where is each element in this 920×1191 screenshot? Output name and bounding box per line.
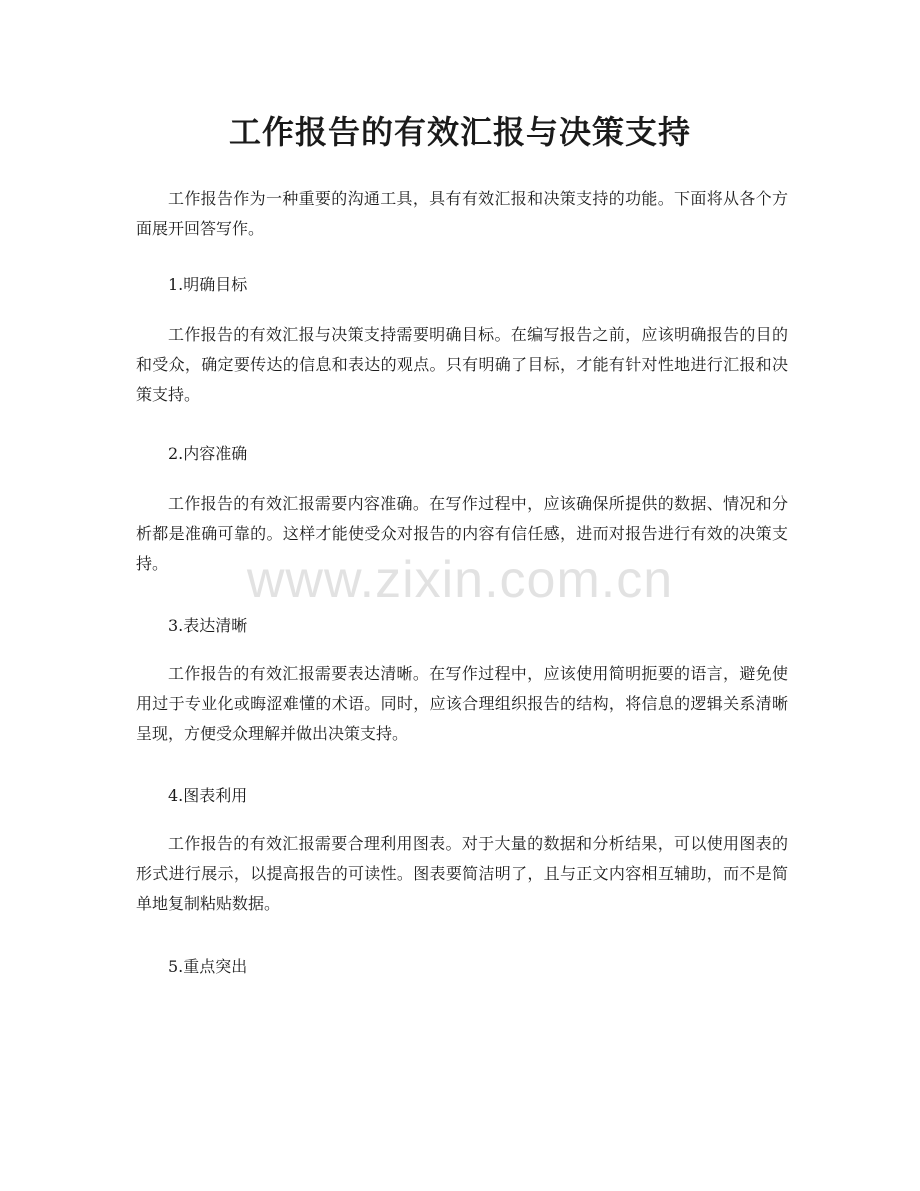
- section-body-4: 工作报告的有效汇报需要合理利用图表。对于大量的数据和分析结果，可以使用图表的形式进行展示，以提高报告的可读性。图表要简洁明了，且与正文内容相互辅助，而不是简单地复制粘贴数据。: [136, 834, 788, 913]
- page-title: 工作报告的有效汇报与决策支持: [228, 113, 691, 151]
- intro-paragraph: 工作报告作为一种重要的沟通工具，具有有效汇报和决策支持的功能。下面将从各个方面展开回答写作。: [136, 189, 788, 238]
- section-heading-2: 2.内容准确: [168, 444, 248, 463]
- watermark: www.zixin.com.cn: [246, 551, 674, 609]
- section-body-2: 工作报告的有效汇报需要内容准确。在写作过程中，应该确保所提供的数据、情况和分析都是准确可靠的。这样才能使受众对报告的内容有信任感，进而对报告进行有效的决策支持。: [136, 494, 788, 573]
- section-body-3: 工作报告的有效汇报需要表达清晰。在写作过程中，应该使用简明扼要的语言，避免使用过于专业化或晦涩难懂的术语。同时，应该合理组织报告的结构，将信息的逻辑关系清晰呈现，方便受众理解并做出决策支持。: [136, 664, 788, 743]
- section-heading-3: 3.表达清晰: [168, 616, 248, 635]
- section-heading-4: 4.图表利用: [168, 786, 248, 805]
- section-heading-5: 5.重点突出: [168, 957, 248, 976]
- section-body-1: 工作报告的有效汇报与决策支持需要明确目标。在编写报告之前，应该明确报告的目的和受众，确定要传达的信息和表达的观点。只有明确了目标，才能有针对性地进行汇报和决策支持。: [136, 325, 788, 404]
- section-heading-1: 1.明确目标: [168, 275, 248, 294]
